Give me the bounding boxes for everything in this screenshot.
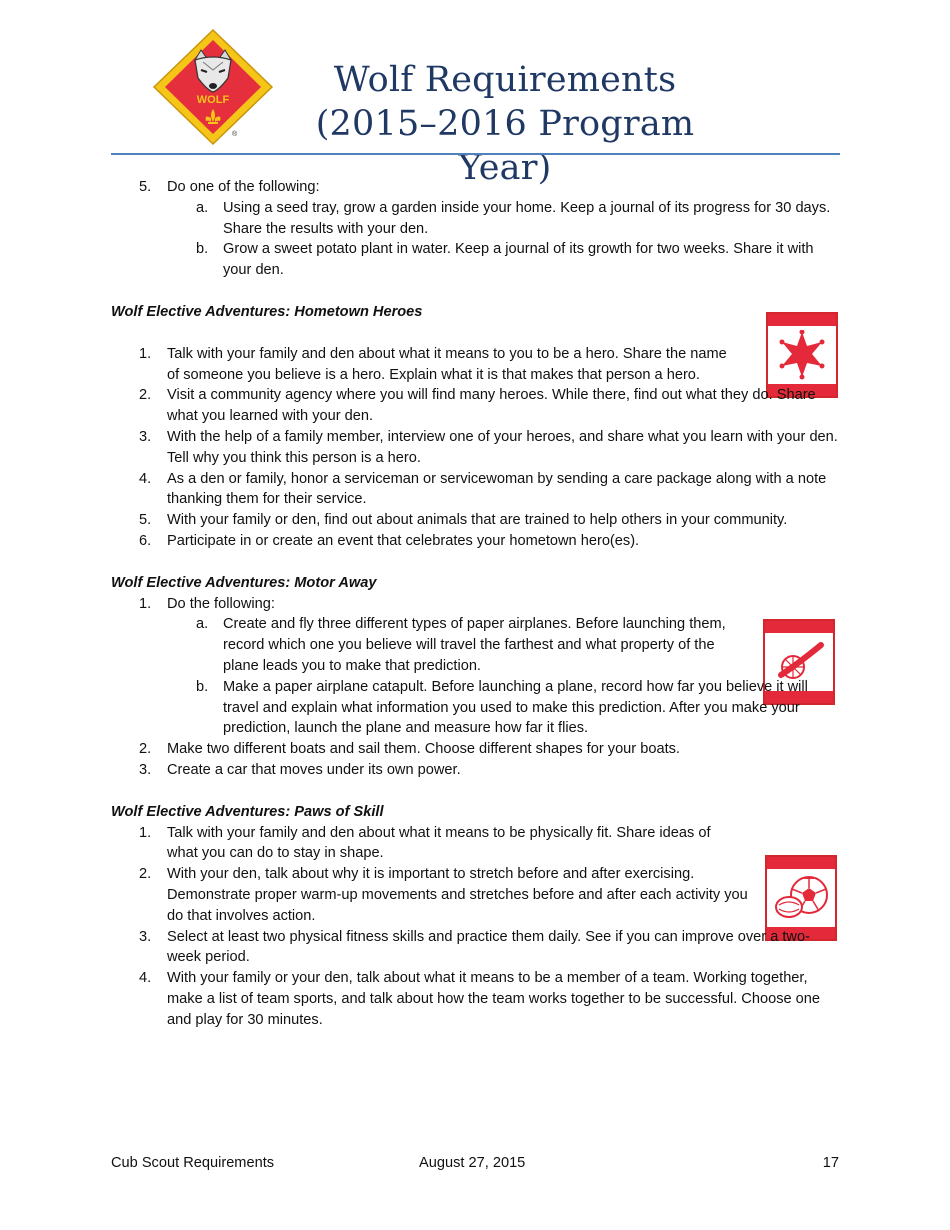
sub-list-item: a. Using a seed tray, grow a garden inside your home. Keep a journal of its progress for 30 days. Share the results with your den. (196, 199, 831, 237)
list-item: 3. With the help of a family member, interview one of your heroes, and share what you learn with your den. Tell why you think this person is a hero. (139, 428, 838, 466)
list-item: 6. Participate in or create an event that celebrates your hometown hero(es). (139, 532, 640, 549)
list-item: 2. With your den, talk about why it is important to stretch before and after exercising. Demonstrate proper warm-up movements and stretches before and after each activity you do that involves action. (139, 866, 748, 924)
svg-text:®: ® (232, 131, 238, 138)
page-number: 17 (822, 1155, 839, 1171)
title-line-1: Wolf Requirements (333, 60, 677, 100)
list-item: 5. Do one of the following: (139, 179, 320, 195)
list-item: 3. Create a car that moves under its own power. (139, 761, 461, 778)
list-item: 2. Make two different boats and sail them. Choose different shapes for your boats. (139, 741, 680, 758)
requirements-content (111, 177, 840, 1030)
list-item: 1. Talk with your family and den about what it means to be physically fit. Share ideas of what you can do to stay in shape. (139, 824, 711, 862)
section-heading-paws-of-skill: Wolf Elective Adventures: Paws of Skill (111, 803, 384, 820)
header-divider (111, 153, 840, 155)
list-item: 3. Select at least two physical fitness skills and practice them daily. See if you can improve over a two-week period. (139, 928, 810, 966)
section-heading-motor-away: Wolf Elective Adventures: Motor Away (111, 574, 377, 591)
footer-left: Cub Scout Requirements (111, 1155, 275, 1171)
svg-text:WOLF: WOLF (196, 94, 230, 106)
list-item: 1. Talk with your family and den about what it means to you to be a hero. Share the name of someone you believe is a hero. Explain what it is that makes that person a hero. (139, 345, 727, 383)
footer-date: August 27, 2015 (419, 1155, 526, 1171)
list-item: 1. Do the following: (139, 595, 275, 612)
sub-list-item: a. Create and fly three different types of paper airplanes. Before launching them, record which one you believe will travel the farthest and what property of the plane leads you to make that prediction. (196, 616, 726, 674)
list-item: 4. As a den or family, honor a serviceman or servicewoman by sending a care package along with a note thanking them for their service. (139, 470, 827, 508)
list-item: 2. Visit a community agency where you will find many heroes. While there, find out what they do. Share what you learned with your den. (139, 387, 816, 425)
list-item: 4. With your family or your den, talk about what it means to be a member of a team. Working together, make a list of team sports, and talk about how the team works together to be successful. Choose one and play for 30 minutes. (139, 970, 821, 1028)
list-item: 5. With your family or den, find out about animals that are trained to help others in your community. (139, 512, 788, 529)
page-title (270, 58, 740, 190)
sub-list-item: b. Make a paper airplane catapult. Before launching a plane, record how far you believe it will travel and explain what information you used to make this prediction. After you make your prediction, launch the plane and measure how far it flies. (196, 678, 808, 737)
wolf-logo (152, 28, 274, 146)
sub-list-item: b. Grow a sweet potato plant in water. Keep a journal of its growth for two weeks. Share it with your den. (196, 241, 814, 279)
section-heading-hometown-heroes: Wolf Elective Adventures: Hometown Heroes (111, 303, 423, 320)
title-line-2: (2015–2016 Program Year) (315, 104, 695, 188)
wolf-diamond-icon (152, 28, 274, 146)
